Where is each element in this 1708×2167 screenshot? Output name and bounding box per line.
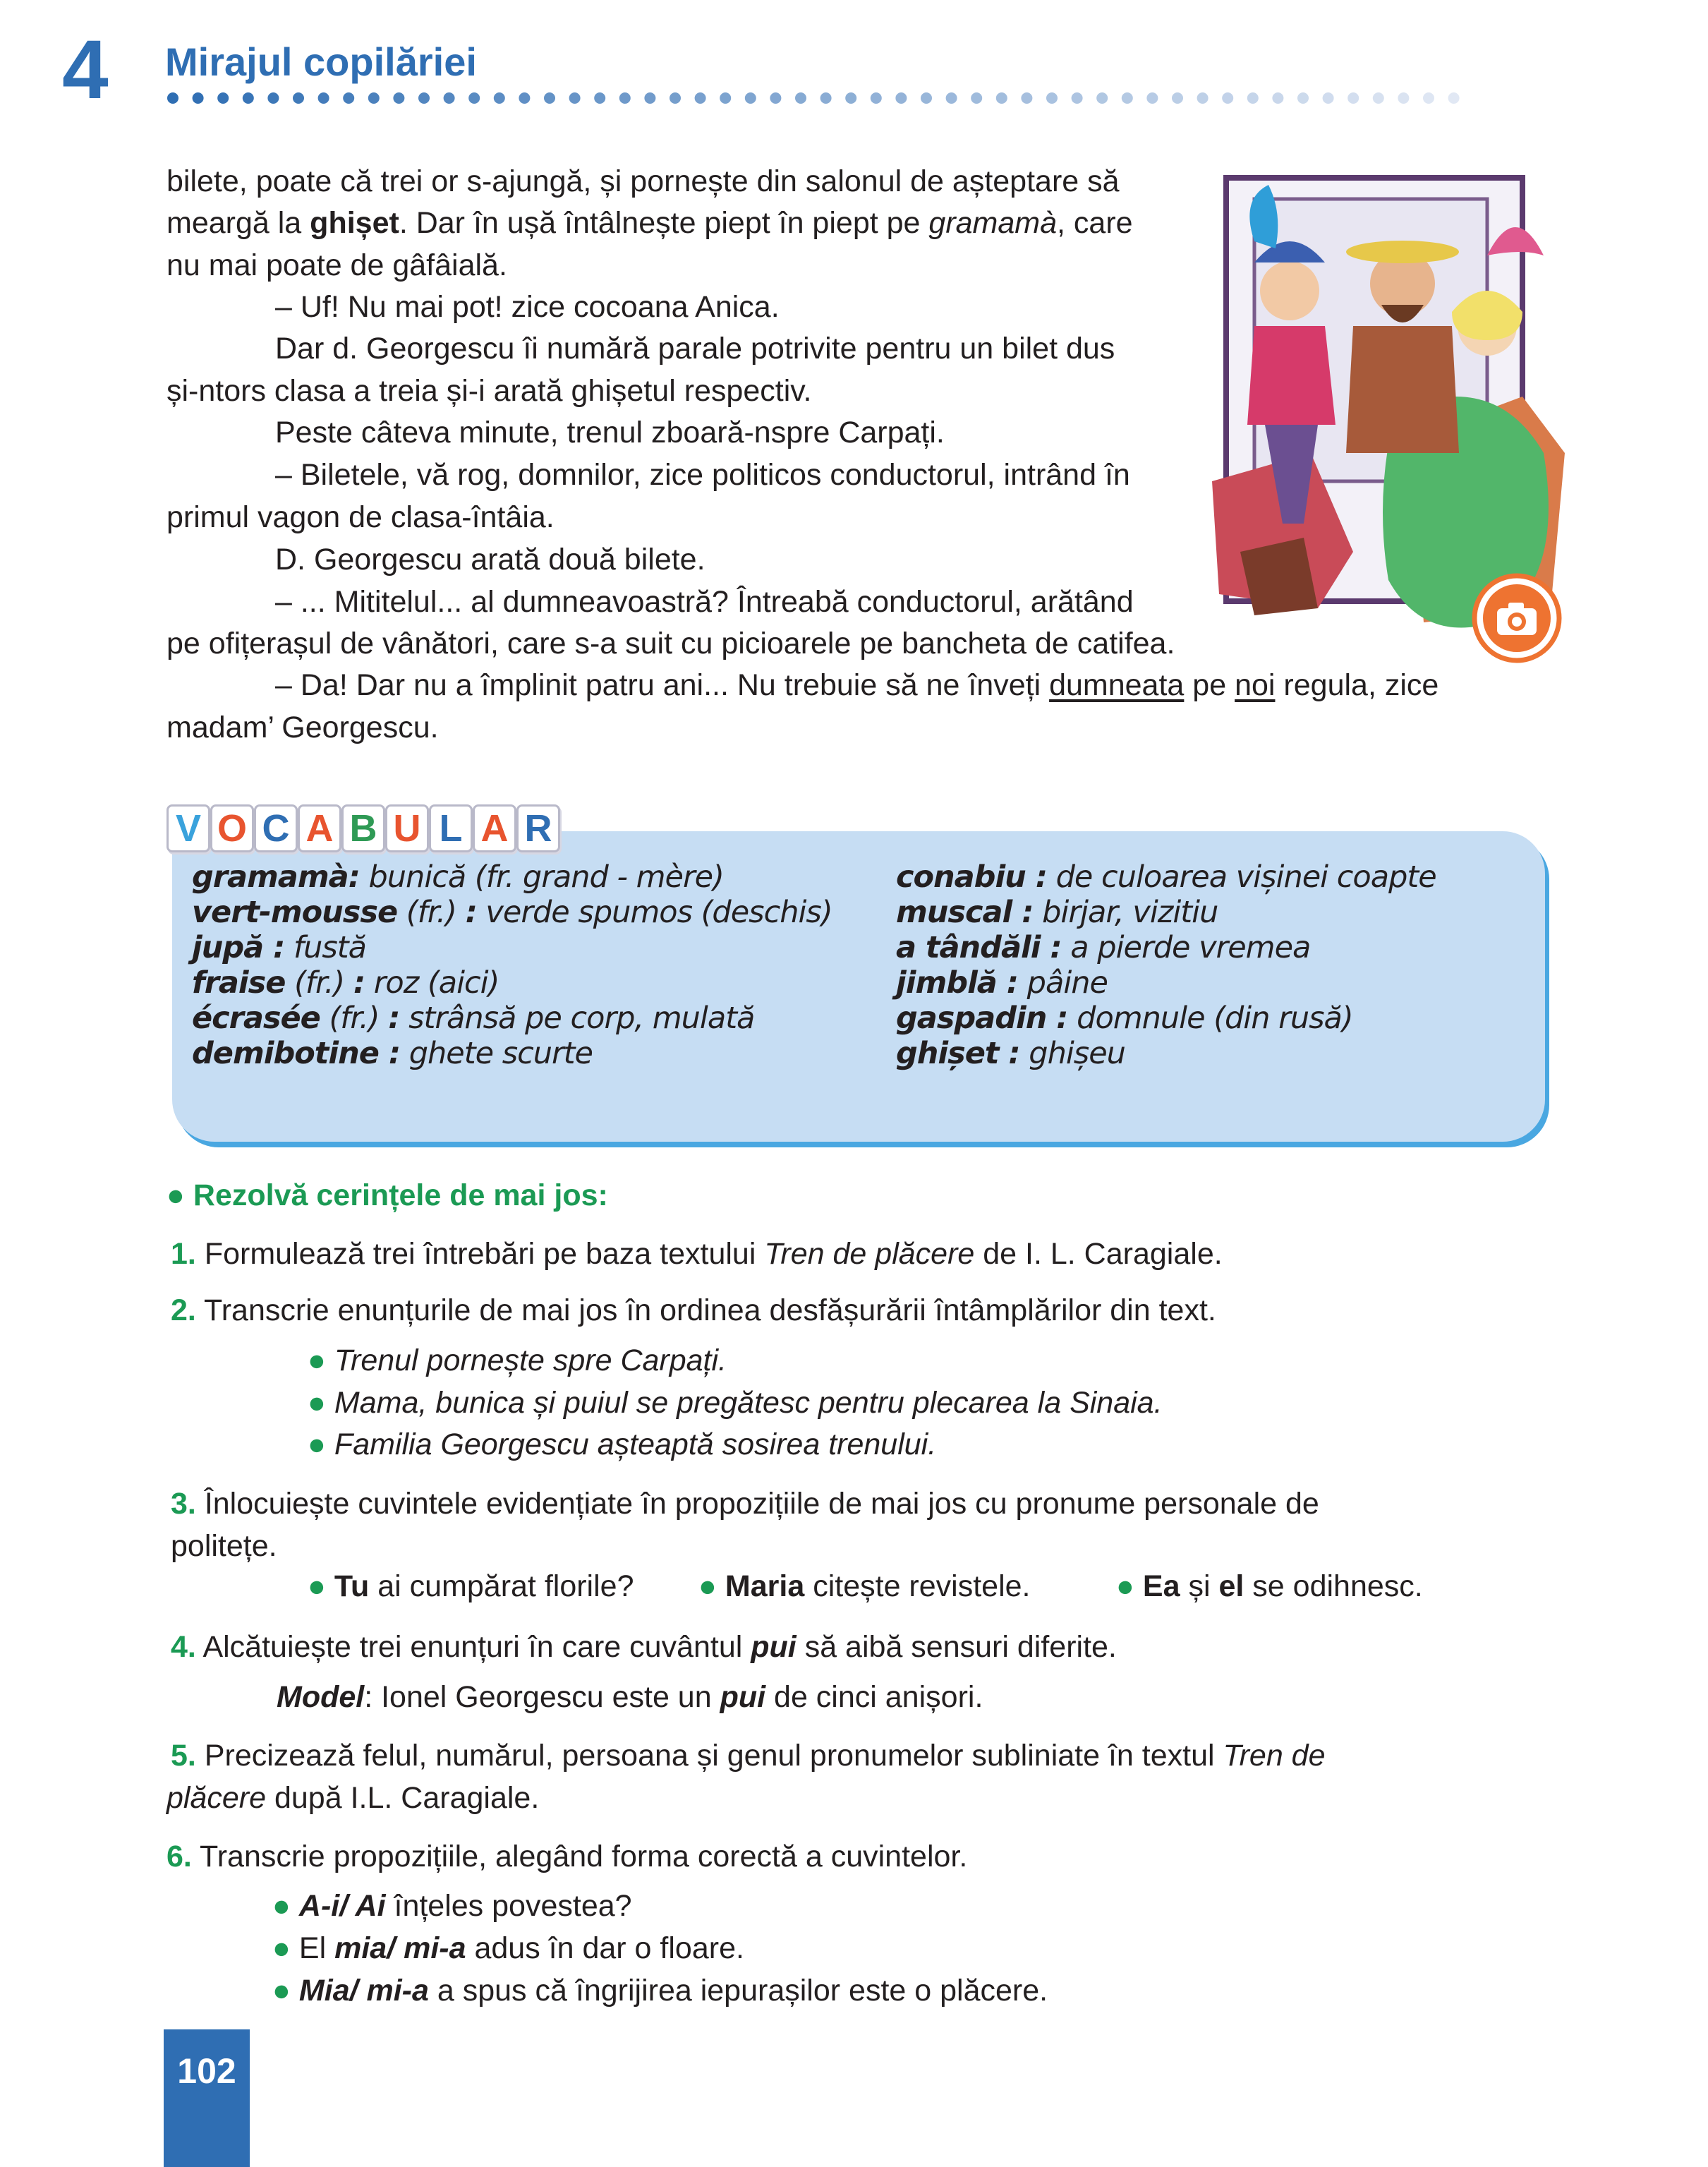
vocabulary-colon: : [388, 1001, 400, 1036]
decorative-dot [1247, 92, 1259, 104]
decorative-dot [1297, 92, 1309, 104]
text-line: pe ofițerașul de vânători, care s-a suit cu picioarele pe bancheta de catifea. [166, 627, 1175, 660]
decorative-dot [996, 92, 1007, 104]
vocabulary-title [166, 804, 590, 861]
vocabulary-title-letter: R [516, 804, 560, 852]
text-line: primul vagon de clasa-întâia. [166, 500, 555, 534]
text-line: – Biletele, vă rog, domnilor, zice politicos conductorul, intrând în [275, 458, 1130, 492]
decorative-dot [167, 92, 178, 104]
decorative-dot [267, 92, 279, 104]
vocabulary-title-letter: A [298, 804, 341, 852]
vocabulary-term: ghișet : [896, 1036, 1020, 1071]
vocabulary-term: a tândăli : [896, 930, 1062, 965]
decorative-dot [1096, 92, 1108, 104]
exercise-3: 3. Înlocuiește cuvintele evidențiate în propozițiile de mai jos cu pronume personale de [171, 1487, 1319, 1521]
decorative-dot [619, 92, 631, 104]
text-line: meargă la ghișet. Dar în ușă întâlnește piept în piept pe gramamà, care [166, 206, 1133, 240]
vocabulary-entry [192, 1036, 593, 1071]
exercise-6-item: ● El mia/ mi-a adus în dar o floare. [272, 1931, 744, 1965]
decorative-dot [519, 92, 530, 104]
decorative-dot [895, 92, 907, 104]
vocabulary-definition: pâine [1018, 965, 1108, 1001]
decorative-dot [971, 92, 982, 104]
vocabulary-title-letter: U [385, 804, 429, 852]
decorative-dot [871, 92, 882, 104]
decorative-dot [418, 92, 430, 104]
bullet-icon: ● [272, 1974, 299, 2008]
exercise-6: 6. Transcrie propozițiile, alegând forma corectă a cuvintelor. [166, 1840, 968, 1873]
exercise-4-model: Model: Ionel Georgescu este un pui de cinci anișori. [277, 1680, 983, 1714]
exercise-6-item: ● A-i/ Ai înțeles povestea? [272, 1889, 632, 1923]
exercise-3-item: ● Ea și el se odihnesc. [1116, 1569, 1423, 1603]
text-line: Peste câteva minute, trenul zboară-nspre Carpați. [275, 416, 945, 449]
decorative-dot [770, 92, 781, 104]
vocabulary-definition: fustă [284, 930, 367, 965]
decorative-dot [243, 92, 254, 104]
vocabulary-entry [896, 895, 1218, 930]
exercise-5: 5. Precizează felul, numărul, persoana și genul pronumelor subliniate în textul Tren de [171, 1739, 1326, 1773]
camera-icon[interactable] [1472, 573, 1562, 663]
vocabulary-term: demibotine : [192, 1036, 401, 1071]
exercise-2-item: ● Familia Georgescu așteaptă sosirea trenului. [308, 1427, 937, 1461]
text-line: – Da! Dar nu a împlinit patru ani... Nu trebuie să ne înveți dumneata pe noi regula, zice [275, 668, 1439, 702]
vocabulary-definition: ghișeu [1019, 1036, 1125, 1071]
decorative-dot [1398, 92, 1409, 104]
decorative-dot [544, 92, 555, 104]
decorative-dot [1347, 92, 1359, 104]
vocabulary-entry [896, 1003, 1353, 1034]
bullet-icon: ● [272, 1889, 299, 1923]
decorative-dot [293, 92, 304, 104]
vocabulary-title-letter: O [210, 804, 254, 852]
vocabulary-entry [192, 930, 367, 965]
decorative-dot [1448, 92, 1460, 104]
decorative-dot [368, 92, 380, 104]
vocabulary-entry [192, 895, 832, 930]
decorative-dot [217, 92, 229, 104]
vocabulary-term: vert-mousse [192, 895, 398, 930]
decorative-dot [745, 92, 756, 104]
exercise-3-line2: politețe. [171, 1529, 277, 1563]
vocabulary-title-letter: L [429, 804, 473, 852]
vocabulary-term: muscal : [896, 895, 1034, 930]
vocabulary-definition: bunică (fr. grand - mère) [359, 859, 724, 895]
decorative-dot [695, 92, 706, 104]
text-line: madam’ Georgescu. [166, 711, 439, 744]
chapter-number: 4 [62, 23, 109, 116]
vocabulary-entry [192, 965, 499, 1001]
text-line: D. Georgescu arată două bilete. [275, 543, 705, 577]
decorative-dot [1423, 92, 1434, 104]
text-line: – ... Mititelul... al dumneavoastră? Întreabă conductorul, arătând [275, 585, 1134, 619]
decorative-dot [1046, 92, 1058, 104]
vocabulary-colon: : [465, 895, 477, 930]
exercise-1: 1. Formulează trei întrebări pe baza textului Tren de plăcere de I. L. Caragiale. [171, 1237, 1223, 1271]
vocabulary-definition: ghete scurte [400, 1036, 593, 1071]
decorative-dot [1072, 92, 1083, 104]
text-line: și-ntors clasa a treia și-i arată ghișetul respectiv. [166, 374, 812, 408]
vocabulary-title-letter: C [254, 804, 298, 852]
exercise-2-item: ● Trenul pornește spre Carpați. [308, 1344, 727, 1377]
decorative-dot [720, 92, 731, 104]
vocabulary-note: (fr.) [285, 965, 353, 1001]
decorative-dot [1222, 92, 1233, 104]
decorative-dot [670, 92, 681, 104]
vocabulary-entry [192, 859, 724, 895]
page-number: 102 [177, 2051, 236, 2091]
vocabulary-note: (fr.) [320, 1001, 389, 1036]
decorative-dot [468, 92, 480, 104]
bullet-icon: ● [272, 1931, 299, 1965]
decorative-dot [921, 92, 932, 104]
vocabulary-definition: domnule (din rusă) [1067, 1001, 1353, 1036]
bullet-icon: ● [308, 1344, 334, 1377]
bullet-icon: ● [698, 1569, 725, 1603]
text-line: nu mai poate de gâfâială. [166, 248, 507, 282]
vocabulary-definition: birjar, vizitiu [1033, 895, 1218, 930]
text-line: Dar d. Georgescu îi numără parale potrivite pentru un bilet dus [275, 332, 1115, 366]
decorative-dot [1197, 92, 1209, 104]
vocabulary-entry [896, 859, 1436, 895]
vocabulary-definition: roz (aici) [365, 965, 499, 1001]
vocabulary-term: jimblă : [896, 965, 1018, 1001]
decorative-dot [1122, 92, 1133, 104]
exercise-6-item: ● Mia/ mi-a a spus că îngrijirea iepurașilor este o plăcere. [272, 1974, 1048, 2008]
exercise-2-item: ● Mama, bunica și puiul se pregătesc pentru plecarea la Sinaia. [308, 1386, 1163, 1420]
decorative-dot [845, 92, 856, 104]
vocabulary-definition: de culoarea vișinei coapte [1046, 859, 1436, 895]
decorative-dot [795, 92, 806, 104]
chapter-title: Mirajul copilăriei [165, 40, 477, 84]
decorative-dot [1146, 92, 1158, 104]
vocabulary-title-letter: B [341, 804, 385, 852]
decorative-dot [343, 92, 354, 104]
vocabulary-entry [896, 930, 1311, 965]
vocabulary-colon: : [353, 965, 365, 1001]
decorative-dot [946, 92, 957, 104]
decorative-dot [193, 92, 204, 104]
exercise-heading: ● Rezolvă cerințele de mai jos: [166, 1178, 608, 1212]
decorative-dot [594, 92, 605, 104]
decorative-dot [1323, 92, 1334, 104]
vocabulary-entry [896, 1036, 1125, 1071]
decorative-dot [1021, 92, 1032, 104]
text-line: – Uf! Nu mai pot! zice cocoana Anica. [275, 290, 780, 324]
exercise-3-item: ● Tu ai cumpărat florile? [308, 1569, 634, 1603]
vocabulary-entry [896, 965, 1108, 1001]
decorative-dot [1172, 92, 1183, 104]
bullet-icon: ● [1116, 1569, 1143, 1603]
vocabulary-term: gaspadin : [896, 1001, 1068, 1036]
decorative-dot [1272, 92, 1283, 104]
vocabulary-term: conabiu : [896, 859, 1047, 895]
decorative-dot [1373, 92, 1384, 104]
bullet-icon: ● [308, 1386, 334, 1420]
exercise-2: 2. Transcrie enunțurile de mai jos în ordinea desfășurării întâmplărilor din text. [171, 1293, 1216, 1327]
vocabulary-title-letter: A [473, 804, 516, 852]
decorative-dot [494, 92, 505, 104]
vocabulary-definition: a pierde vremea [1061, 930, 1311, 965]
vocabulary-entry [192, 1003, 754, 1034]
decorative-dot [569, 92, 581, 104]
decorative-dot [444, 92, 455, 104]
vocabulary-title-letter: V [166, 804, 210, 852]
exercise-3-item: ● Maria citește revistele. [698, 1569, 1031, 1603]
bullet-icon: ● [308, 1427, 334, 1461]
vocabulary-term: fraise [192, 965, 286, 1001]
text-line: bilete, poate că trei or s-ajungă, și pornește din salonul de așteptare să [166, 164, 1120, 198]
exercise-5-line2: plăcere după I.L. Caragiale. [166, 1781, 540, 1815]
bullet-icon: ● [308, 1569, 334, 1603]
decorative-dot [318, 92, 329, 104]
decorative-dot [820, 92, 832, 104]
vocabulary-term: écrasée [192, 1001, 320, 1036]
decorative-dots [165, 90, 1477, 106]
decorative-dot [393, 92, 404, 104]
vocabulary-term: gramamà: [192, 859, 360, 895]
vocabulary-definition: strânsă pe corp, mulată [399, 1001, 755, 1036]
exercise-4: 4. Alcătuiește trei enunțuri în care cuvântul pui să aibă sensuri diferite. [171, 1630, 1117, 1664]
bullet-icon: ● [166, 1178, 193, 1212]
vocabulary-note: (fr.) [397, 895, 466, 930]
decorative-dot [644, 92, 655, 104]
vocabulary-term: jupă : [192, 930, 285, 965]
vocabulary-definition: verde spumos (deschis) [476, 895, 832, 930]
